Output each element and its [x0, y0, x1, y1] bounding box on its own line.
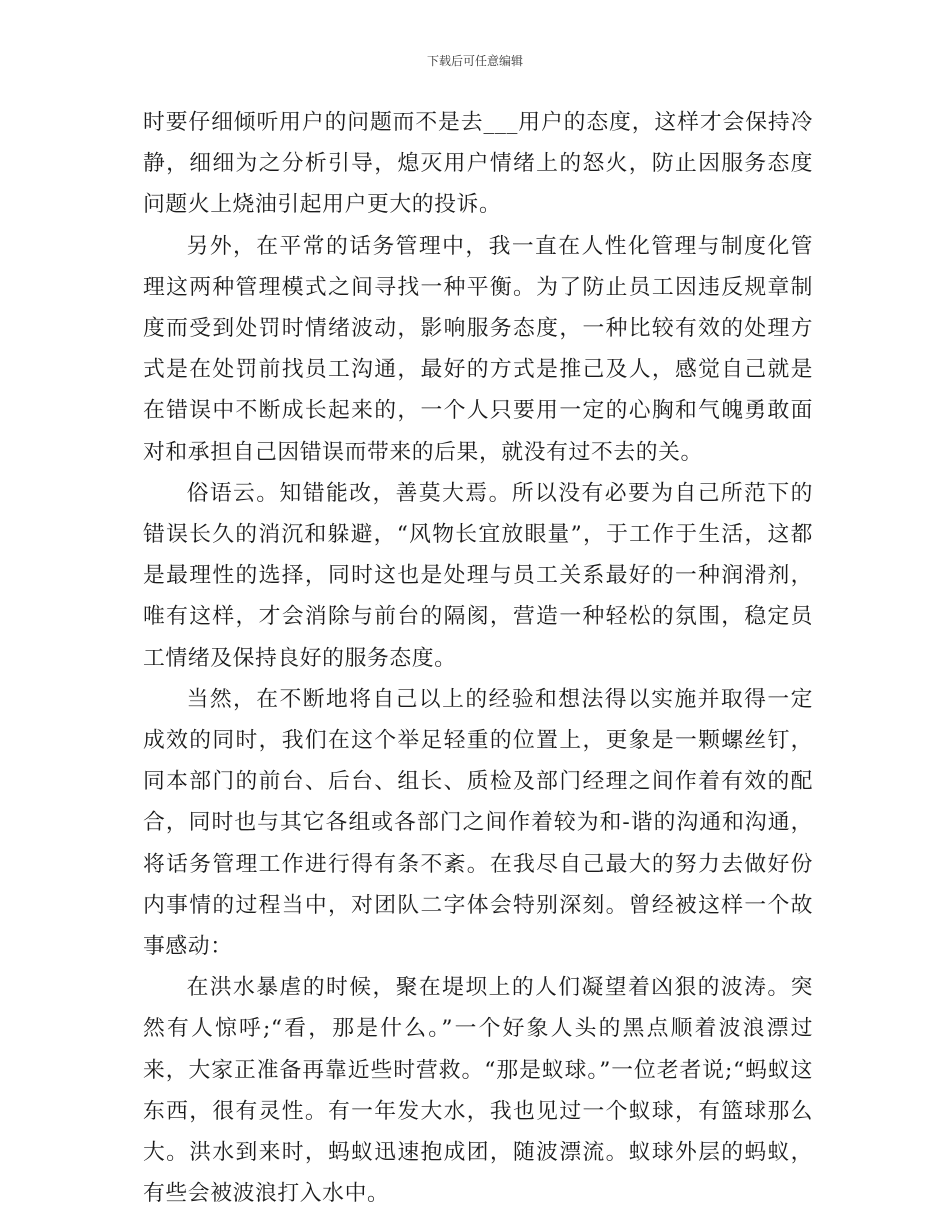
paragraph-2: 另外，在平常的话务管理中，我一直在人性化管理与制度化管理这两种管理模式之间寻找一种平衡。为了防止员工因违反规章制度而受到处罚时情绪波动，影响服务态度，一种比较有效的处理方式是在处罚前找员工沟通，最好的方式是推己及人，感觉自己就是在错误中不断成长起来的，一个人只要用一定的心胸和气魄勇敢面对和承担自己因错误而带来的后果，就没有过不去的关。	[143, 233, 813, 465]
page-header-note: 下载后可任意编辑	[426, 54, 523, 68]
paragraph-5: 在洪水暴虐的时候，聚在堤坝上的人们凝望着凶狠的波涛。突然有人惊呼;“看，那是什么。”一个好象人头的黑点顺着波浪漂过来，大家正准备再靠近些时营救。“那是蚁球。”一位老者说;“蚂蚁这东西，很有灵性。有一年发大水，我也见过一个蚁球，有篮球那么大。洪水到来时，蚂蚁迅速抱成团，随波漂流。蚁球外层的蚂蚁，有些会被波浪打入水中。	[143, 975, 813, 1207]
paragraph-1: 时要仔细倾听用户的问题而不是去___用户的态度，这样才会保持冷静，细细为之分析引导，熄灭用户情绪上的怒火，防止因服务态度问题火上烧油引起用户更大的投诉。	[143, 110, 813, 218]
paragraph-4: 当然，在不断地将自己以上的经验和想法得以实施并取得一定成效的同时，我们在这个举足轻重的位置上，更象是一颗螺丝钉，同本部门的前台、后台、组长、质检及部门经理之间作着有效的配合，同时也与其它各组或各部门之间作着较为和-谐的沟通和沟通，将话务管理工作进行得有条不紊。在我尽自己最大的努力去做好份内事情的过程当中，对团队二字体会特别深刻。曾经被这样一个故事感动：	[143, 686, 813, 960]
paragraph-3: 俗语云。知错能改，善莫大焉。所以没有必要为自己所范下的错误长久的消沉和躲避，“风物长宜放眼量”，于工作于生活，这都是最理性的选择，同时这也是处理与员工关系最好的一种润滑剂，唯有这样，才会消除与前台的隔阂，营造一种轻松的氛围，稳定员工情绪及保持良好的服务态度。	[143, 480, 813, 671]
document-body	[143, 102, 813, 1214]
